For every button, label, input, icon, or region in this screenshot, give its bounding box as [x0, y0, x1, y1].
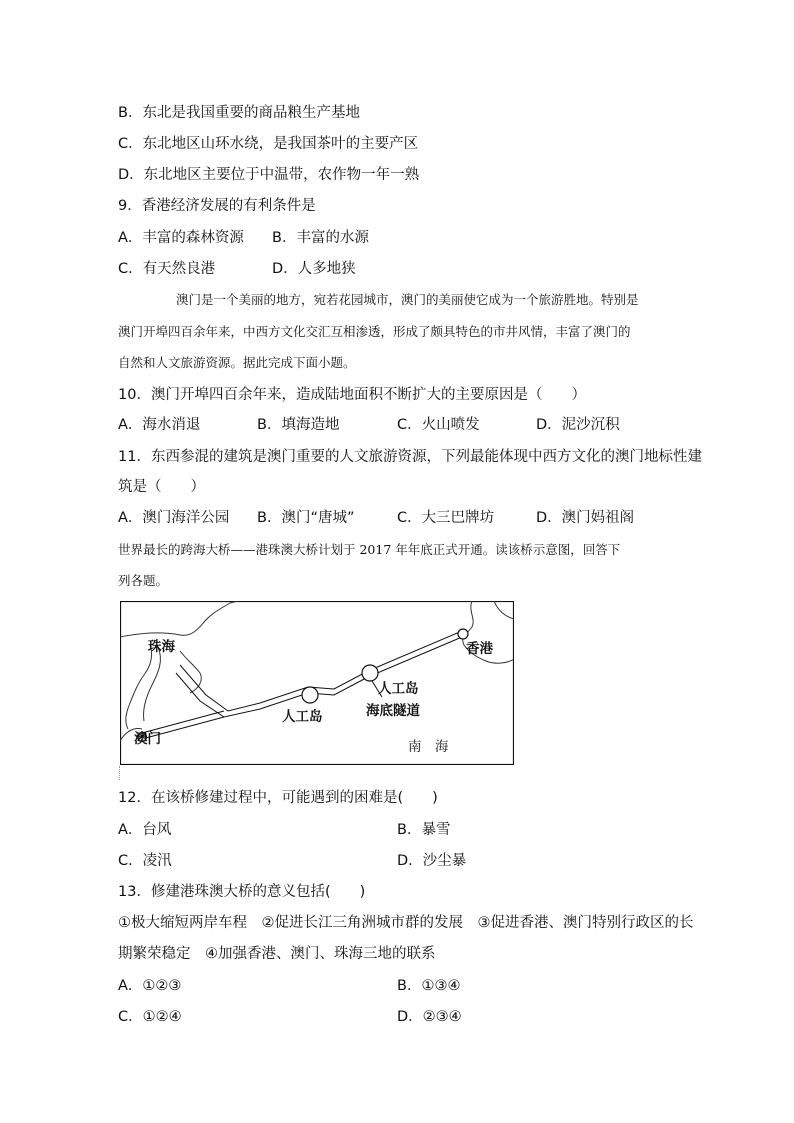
- q13-items-line-1: ①极大缩短两岸车程 ②促进长江三角洲城市群的发展 ③促进香港、澳门特别行政区的长: [118, 915, 694, 931]
- q12-stem: 12．在该桥修建过程中，可能遇到的困难是( ): [118, 790, 438, 806]
- q10-option-d: D．泥沙沉积: [536, 417, 620, 433]
- label-zhuhai: 珠海: [148, 639, 175, 655]
- q11-option-b: B．澳门“唐城”: [257, 510, 355, 526]
- q13-stem: 13．修建港珠澳大桥的意义包括( ): [118, 884, 366, 900]
- q13-option-d: D．②③④: [397, 1009, 462, 1025]
- q12-option-b: B．暴雪: [397, 822, 451, 838]
- q13-option-b: B．①③④: [397, 978, 461, 994]
- q9-option-c: C．有天然良港: [118, 261, 216, 277]
- q9-option-d: D．人多地狭: [272, 261, 356, 277]
- q8-option-c: C．东北地区山环水绕，是我国茶叶的主要产区: [118, 136, 419, 152]
- q9-option-b: B．丰富的水源: [272, 230, 369, 246]
- label-south-sea: 南 海: [408, 739, 449, 755]
- macau-passage-line-3: 自然和人文旅游资源。据此完成下面小题。: [118, 355, 356, 370]
- q8-option-d: D．东北地区主要位于中温带，农作物一年一熟: [118, 167, 420, 183]
- artificial-island-east-marker: [362, 665, 378, 681]
- bridge-passage-line-2: 列各题。: [118, 573, 169, 588]
- q8-option-b: B．东北是我国重要的商品粮生产基地: [118, 105, 360, 121]
- macau-passage-line-1: 澳门是一个美丽的地方，宛若花园城市，澳门的美丽使它成为一个旅游胜地。特别是: [176, 292, 639, 307]
- q10-stem: 10．澳门开埠四百余年来，造成陆地面积不断扩大的主要原因是（ ）: [118, 387, 586, 403]
- map-frame: [121, 602, 514, 765]
- q13-option-c: C．①②④: [118, 1009, 182, 1025]
- q12-option-d: D．沙尘暴: [397, 853, 467, 869]
- macau-passage-line-2: 澳门开埠四百余年来，中西方文化交汇互相渗透，形成了颇具特色的市井风情，丰富了澳门的: [118, 324, 631, 339]
- bridge-passage-line-1: 世界最长的跨海大桥——港珠澳大桥计划于 2017 年年底正式开通。读该桥示意图，回答下: [118, 542, 621, 557]
- map-anchor-mark: [119, 766, 120, 780]
- q13-items-line-2: 期繁荣稳定 ④加强香港、澳门、珠海三地的联系: [118, 946, 436, 962]
- label-macau: 澳门: [134, 731, 161, 747]
- q10-option-b: B．填海造地: [257, 417, 340, 433]
- q12-option-a: A．台风: [118, 822, 172, 838]
- label-artificial-island-east: 人工岛: [378, 681, 419, 697]
- q12-option-c: C．凌汛: [118, 853, 172, 869]
- q10-option-c: C．火山喷发: [397, 417, 480, 433]
- label-undersea-tunnel: 海底隧道: [366, 703, 420, 719]
- q13-option-a: A．①②③: [118, 978, 182, 994]
- label-hongkong: 香港: [466, 641, 493, 657]
- q11-option-d: D．澳门妈祖阁: [536, 510, 635, 526]
- q10-option-a: A．海水消退: [118, 417, 201, 433]
- q11-stem-line-2: 筑是（ ）: [118, 479, 205, 495]
- bridge-map: [120, 601, 514, 765]
- hongkong-marker: [458, 629, 468, 639]
- q9-option-a: A．丰富的森林资源: [118, 230, 244, 246]
- label-artificial-island-west: 人工岛: [282, 709, 323, 725]
- q11-option-c: C．大三巴牌坊: [397, 510, 495, 526]
- q11-option-a: A．澳门海洋公园: [118, 510, 230, 526]
- q9-stem: 9．香港经济发展的有利条件是: [118, 198, 316, 214]
- q11-stem-line-1: 11．东西参混的建筑是澳门重要的人文旅游资源，下列最能体现中西方文化的澳门地标性建: [118, 449, 702, 465]
- artificial-island-west-marker: [302, 687, 318, 703]
